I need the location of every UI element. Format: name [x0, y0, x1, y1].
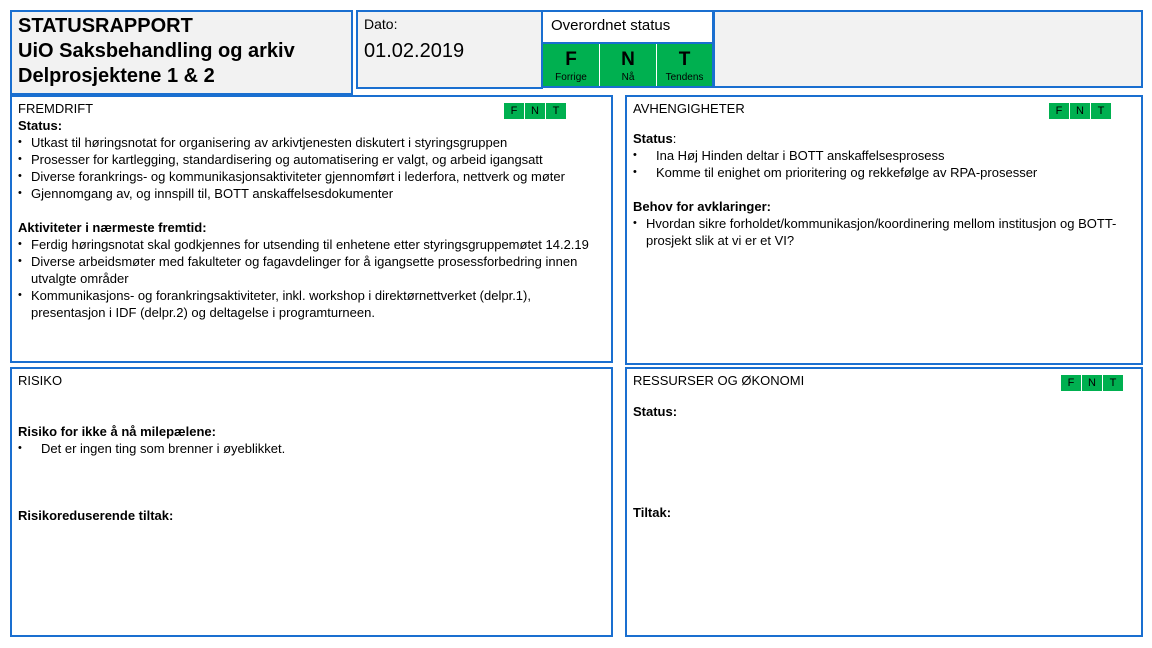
- fnt-f: F: [504, 103, 524, 119]
- activities-label: Aktiviteter i nærmeste fremtid:: [18, 220, 207, 235]
- clarifications-list: [633, 215, 1123, 249]
- status-letter-t: T: [678, 49, 691, 70]
- list-item: • Utkast til høringsnotat for organisering av arkivtjenesten diskutert i styringsgruppen: [18, 134, 605, 151]
- clarifications-label: Behov for avklaringer:: [633, 199, 771, 214]
- dependencies-status-list: [633, 147, 1135, 181]
- overall-status-title: Overordnet status: [543, 12, 712, 44]
- progress-status-label: Status:: [18, 118, 63, 133]
- fnt-t: T: [1103, 375, 1123, 391]
- dependencies-status-colon: :: [672, 131, 677, 146]
- resources-heading: RESSURSER OG ØKONOMI: [633, 373, 805, 388]
- risk-measures-label: Risikoreduserende tiltak:: [18, 508, 174, 523]
- status-letter-f: F: [565, 49, 577, 70]
- resources-panel: [625, 367, 1143, 637]
- status-label-previous: Forrige: [555, 72, 587, 83]
- fnt-t: T: [546, 103, 566, 119]
- list-item: • Komme til enighet om prioritering og rekkefølge av RPA-prosesser: [633, 164, 1135, 181]
- risk-heading: RISIKO: [18, 373, 63, 388]
- status-cell-now: [600, 44, 657, 86]
- progress-status-list: [18, 134, 605, 202]
- fnt-n: N: [1070, 103, 1090, 119]
- list-item: • Kommunikasjons- og forankringsaktiviteter, inkl. workshop i direktørnettverket (delpr.1), presentasjon i IDF (delpr.2) og deltagelse i programturneen.: [18, 287, 593, 321]
- list-item: • Diverse forankrings- og kommunikasjonsaktiviteter gjennomført i lederfora, nettverk og møter: [18, 168, 605, 185]
- resources-fnt-indicator: [1061, 375, 1123, 391]
- activities-list: [18, 236, 593, 321]
- subproject-name: Delprosjektene 1 & 2: [18, 65, 215, 87]
- dependencies-fnt-indicator: [1049, 103, 1111, 119]
- list-item: • Prosesser for kartlegging, standardisering og automatisering er valgt, og arbeid igangsatt: [18, 151, 605, 168]
- list-item: • Diverse arbeidsmøter med fakulteter og fagavdelinger for å igangsette prosessforbedring innen utvalgte områder: [18, 253, 593, 287]
- status-label-now: Nå: [621, 72, 635, 83]
- fnt-f: F: [1049, 103, 1069, 119]
- report-title: STATUSRAPPORT: [18, 15, 193, 37]
- list-item: • Ina Høj Hinden deltar i BOTT anskaffelsesprosess: [633, 147, 1135, 164]
- dependencies-status-label: Status: [633, 131, 673, 146]
- resources-measures-label: Tiltak:: [633, 505, 672, 520]
- dependencies-status-line: [633, 130, 1135, 147]
- report-title-box: [10, 10, 353, 95]
- list-item: • Gjennomgang av, og innspill til, BOTT anskaffelsesdokumenter: [18, 185, 605, 202]
- date-value: 01.02.2019: [364, 40, 465, 62]
- project-name: UiO Saksbehandling og arkiv: [18, 40, 295, 62]
- date-label: Dato:: [364, 16, 398, 32]
- status-cell-trend: [657, 44, 712, 86]
- status-label-trend: Tendens: [665, 72, 704, 83]
- dependencies-heading: AVHENGIGHETER: [633, 101, 745, 116]
- fnt-t: T: [1091, 103, 1111, 119]
- risk-panel: [10, 367, 613, 637]
- fnt-n: N: [525, 103, 545, 119]
- list-item: • Det er ingen ting som brenner i øyeblikket.: [18, 440, 605, 457]
- status-cell-previous: [543, 44, 600, 86]
- fnt-f: F: [1061, 375, 1081, 391]
- risk-milestones-list: [18, 440, 605, 457]
- progress-panel: [10, 95, 613, 363]
- date-box: [356, 10, 543, 89]
- progress-heading: FREMDRIFT: [18, 101, 94, 116]
- header-blank-box: [713, 10, 1143, 88]
- risk-milestones-label: Risiko for ikke å nå milepælene:: [18, 424, 216, 439]
- dependencies-panel: [625, 95, 1143, 365]
- list-item: • Ferdig høringsnotat skal godkjennes for utsending til enhetene etter styringsgruppemøtet 14.2.19: [18, 236, 593, 253]
- progress-fnt-indicator: [504, 103, 566, 119]
- overall-status-box: [541, 10, 714, 88]
- fnt-n: N: [1082, 375, 1102, 391]
- status-letter-n: N: [621, 49, 635, 70]
- resources-status-label: Status:: [633, 404, 678, 419]
- list-item: • Hvordan sikre forholdet/kommunikasjon/koordinering mellom institusjon og BOTT-prosjekt slik at vi er et VI?: [633, 215, 1123, 249]
